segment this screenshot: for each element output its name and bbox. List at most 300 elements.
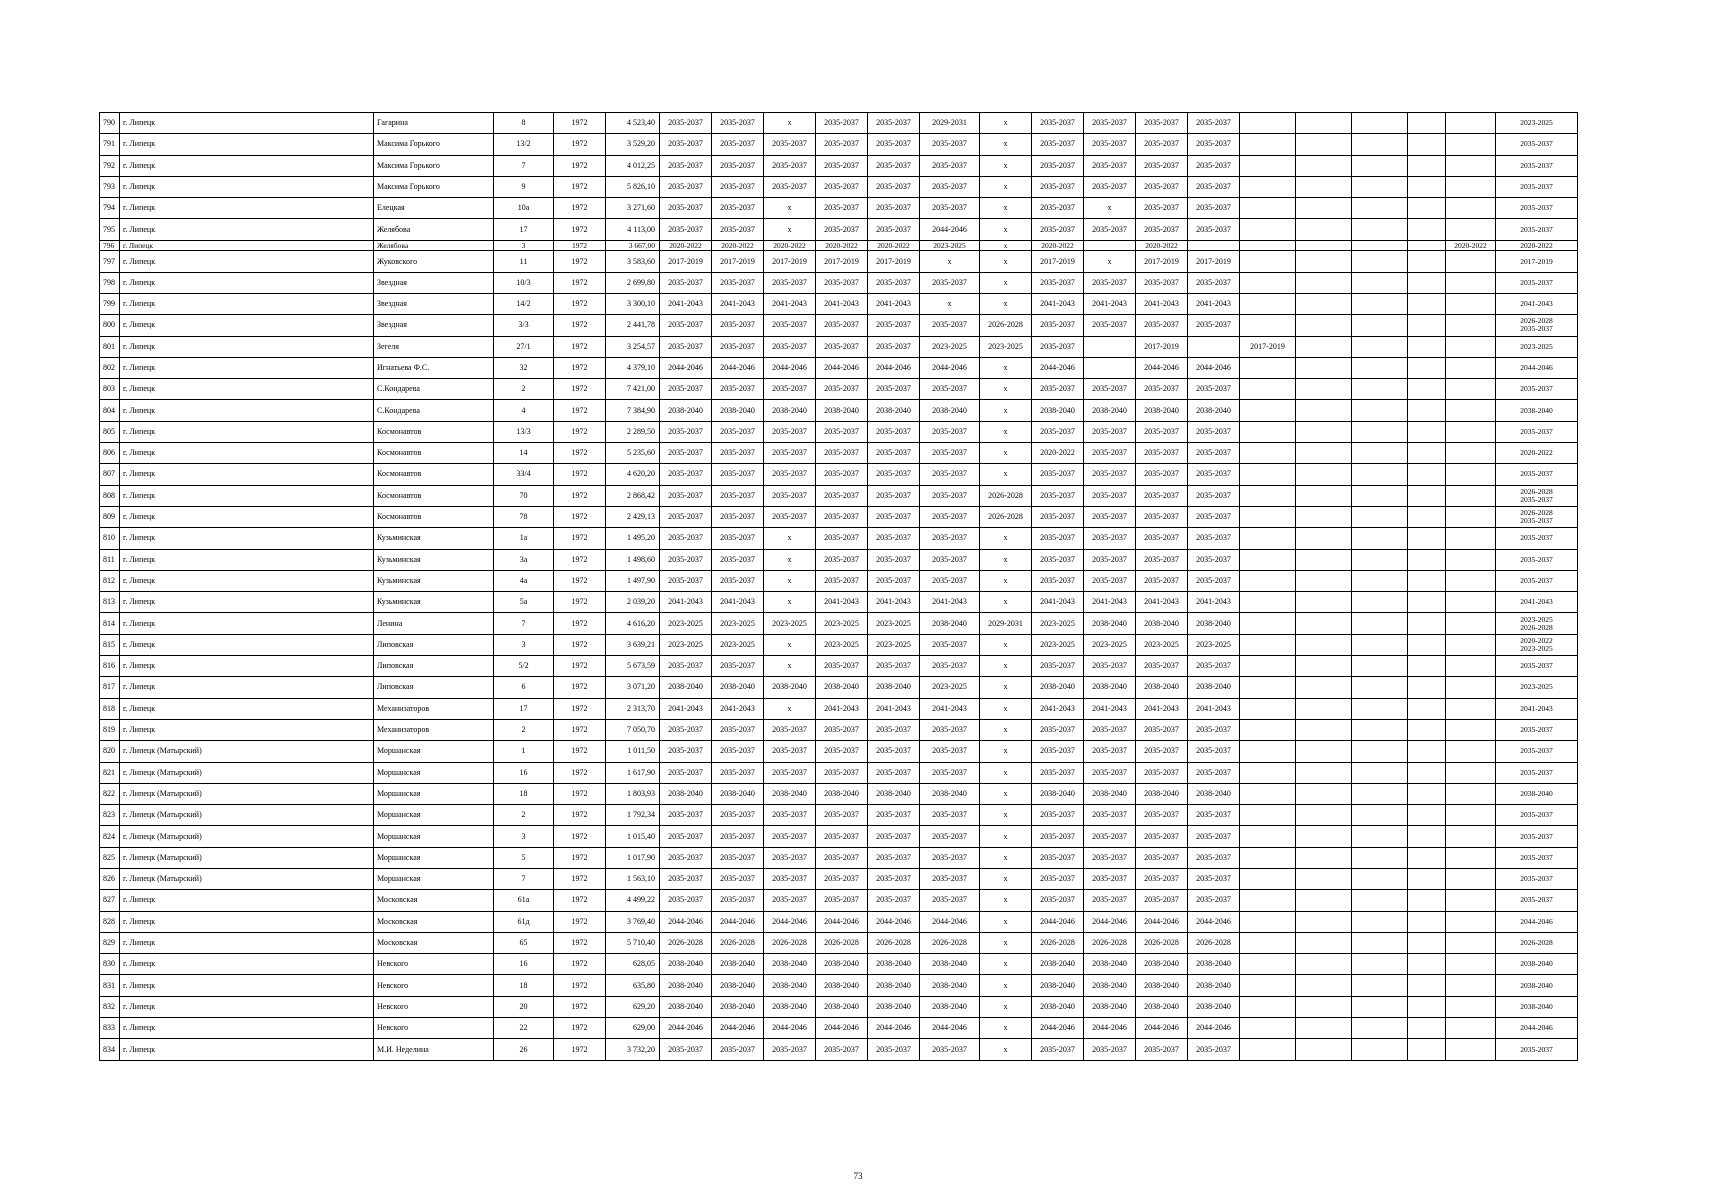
period-cell: 2041-2043 [1188, 293, 1240, 314]
period-cell [1408, 656, 1446, 677]
period-cell [1352, 656, 1408, 677]
final-period-cell [1496, 1039, 1578, 1060]
final-period-value: 2035-2037 [1520, 277, 1553, 287]
period-cell: 2035-2037 [1032, 421, 1084, 442]
period-cell: x [980, 592, 1032, 613]
street-cell: Кузьминская [374, 570, 494, 591]
period-cell: 2035-2037 [1188, 134, 1240, 155]
period-cell: 2035-2037 [1084, 155, 1136, 176]
period-cell: 2035-2037 [712, 198, 764, 219]
city-cell: г. Липецк (Матырский) [120, 741, 374, 762]
period-cell: 2038-2040 [712, 783, 764, 804]
period-cell: 2035-2037 [1136, 379, 1188, 400]
period-cell: 2044-2046 [712, 357, 764, 378]
period-cell: 2038-2040 [868, 975, 920, 996]
period-cell: 2035-2037 [660, 868, 712, 889]
period-cell: x [980, 198, 1032, 219]
period-cell: x [980, 783, 1032, 804]
year-cell: 1972 [554, 400, 606, 421]
period-cell [1240, 528, 1296, 549]
period-cell [1408, 592, 1446, 613]
period-cell: 2020-2022 [660, 240, 712, 251]
period-cell: 2041-2043 [660, 698, 712, 719]
period-cell: 2041-2043 [1032, 592, 1084, 613]
table-row [100, 315, 1578, 336]
period-cell: 2035-2037 [712, 336, 764, 357]
area-cell: 629,00 [606, 1018, 660, 1039]
period-cell [1352, 549, 1408, 570]
house-number-cell: 14/2 [494, 293, 554, 314]
row-number-cell: 814 [100, 613, 120, 634]
period-cell: 2035-2037 [1188, 549, 1240, 570]
period-cell: 2038-2040 [1084, 996, 1136, 1017]
street-cell: Желябова [374, 219, 494, 240]
period-cell: x [980, 570, 1032, 591]
street-cell: Невского [374, 996, 494, 1017]
area-cell: 3 300,10 [606, 293, 660, 314]
period-cell [1352, 954, 1408, 975]
row-number-cell: 821 [100, 762, 120, 783]
street-cell: Зегеля [374, 336, 494, 357]
city-cell: г. Липецк [120, 155, 374, 176]
period-cell: x [980, 634, 1032, 655]
period-cell: 2035-2037 [660, 379, 712, 400]
table-body [100, 113, 1578, 1061]
period-cell [1296, 783, 1352, 804]
house-number-cell: 16 [494, 954, 554, 975]
period-cell [1352, 613, 1408, 634]
period-cell: 2035-2037 [920, 134, 980, 155]
row-number-cell: 793 [100, 176, 120, 197]
period-cell: 2038-2040 [1032, 783, 1084, 804]
period-cell: 2035-2037 [1136, 134, 1188, 155]
period-cell: 2044-2046 [1136, 911, 1188, 932]
row-number-cell: 823 [100, 805, 120, 826]
period-cell: x [980, 443, 1032, 464]
row-number-cell: 810 [100, 528, 120, 549]
city-cell: г. Липецк [120, 613, 374, 634]
period-cell [1296, 293, 1352, 314]
period-cell [1296, 400, 1352, 421]
period-cell [1408, 400, 1446, 421]
final-period-value: 2035-2037 [1520, 725, 1553, 735]
period-cell: 2035-2037 [1188, 379, 1240, 400]
period-cell: 2035-2037 [1188, 719, 1240, 740]
period-cell: 2035-2037 [1084, 805, 1136, 826]
period-cell [1352, 698, 1408, 719]
city-cell: г. Липецк [120, 315, 374, 336]
table-row [100, 219, 1578, 240]
period-cell [1446, 592, 1496, 613]
final-period-cell [1496, 251, 1578, 272]
period-cell [1408, 677, 1446, 698]
area-cell: 3 583,60 [606, 251, 660, 272]
city-cell: г. Липецк [120, 1018, 374, 1039]
year-cell: 1972 [554, 805, 606, 826]
house-number-cell: 3 [494, 826, 554, 847]
year-cell: 1972 [554, 911, 606, 932]
period-cell: 2035-2037 [1084, 549, 1136, 570]
period-cell: x [764, 634, 816, 655]
street-cell: Звездная [374, 272, 494, 293]
row-number-cell: 815 [100, 634, 120, 655]
row-number-cell: 792 [100, 155, 120, 176]
period-cell [1408, 336, 1446, 357]
period-cell: 2041-2043 [1136, 592, 1188, 613]
period-cell: 2035-2037 [1032, 826, 1084, 847]
house-number-cell: 6 [494, 677, 554, 698]
period-cell: 2035-2037 [868, 1039, 920, 1060]
period-cell: 2044-2046 [920, 1018, 980, 1039]
street-cell: Московская [374, 932, 494, 953]
period-cell: 2035-2037 [1032, 506, 1084, 527]
period-cell: 2035-2037 [1032, 762, 1084, 783]
period-cell: 2023-2025 [660, 613, 712, 634]
table-row [100, 155, 1578, 176]
final-period-value: 2035-2037 [1520, 661, 1553, 671]
period-cell: 2035-2037 [920, 868, 980, 889]
house-number-cell: 13/2 [494, 134, 554, 155]
table-row [100, 176, 1578, 197]
year-cell: 1972 [554, 698, 606, 719]
street-cell: Жуковского [374, 251, 494, 272]
final-period-cell [1496, 315, 1578, 336]
period-cell [1446, 251, 1496, 272]
period-cell [1240, 826, 1296, 847]
period-cell [1446, 847, 1496, 868]
final-period-value: 2026-2028 [1520, 316, 1553, 326]
period-cell: 2035-2037 [1032, 336, 1084, 357]
period-cell [1408, 485, 1446, 506]
final-period-cell [1496, 570, 1578, 591]
period-cell: 2035-2037 [920, 176, 980, 197]
final-period-value: 2035-2037 [1520, 203, 1553, 213]
period-cell: 2035-2037 [868, 847, 920, 868]
period-cell: 2035-2037 [764, 379, 816, 400]
city-cell: г. Липецк (Матырский) [120, 783, 374, 804]
period-cell: x [980, 719, 1032, 740]
city-cell: г. Липецк [120, 570, 374, 591]
city-cell: г. Липецк [120, 485, 374, 506]
row-number-cell: 806 [100, 443, 120, 464]
period-cell [1352, 634, 1408, 655]
period-cell [1240, 155, 1296, 176]
period-cell: 2035-2037 [764, 847, 816, 868]
period-cell: 2038-2040 [660, 975, 712, 996]
period-cell [1446, 272, 1496, 293]
period-cell: 2035-2037 [660, 315, 712, 336]
period-cell [1240, 613, 1296, 634]
row-number-cell: 817 [100, 677, 120, 698]
period-cell [1352, 251, 1408, 272]
period-cell: 2035-2037 [1084, 379, 1136, 400]
table-row [100, 783, 1578, 804]
period-cell: 2035-2037 [1136, 113, 1188, 134]
period-cell [1296, 677, 1352, 698]
period-cell: 2035-2037 [1188, 113, 1240, 134]
period-cell [1408, 421, 1446, 442]
final-period-value-second: 2035-2037 [1520, 494, 1553, 504]
period-cell: 2041-2043 [1188, 592, 1240, 613]
period-cell [1296, 975, 1352, 996]
final-period-value: 2035-2037 [1520, 874, 1553, 884]
period-cell: 2038-2040 [868, 677, 920, 698]
final-period-value: 2038-2040 [1520, 980, 1553, 990]
year-cell: 1972 [554, 677, 606, 698]
table-row [100, 996, 1578, 1017]
year-cell: 1972 [554, 762, 606, 783]
period-cell [1408, 379, 1446, 400]
house-number-cell: 70 [494, 485, 554, 506]
year-cell: 1972 [554, 741, 606, 762]
period-cell: 2035-2037 [1084, 315, 1136, 336]
row-number-cell: 796 [100, 240, 120, 251]
period-cell: 2035-2037 [660, 134, 712, 155]
period-cell: 2038-2040 [1188, 954, 1240, 975]
period-cell [1408, 932, 1446, 953]
period-cell [1352, 677, 1408, 698]
period-cell: 2035-2037 [816, 176, 868, 197]
period-cell [1296, 528, 1352, 549]
table-row [100, 443, 1578, 464]
table-row [100, 847, 1578, 868]
period-cell: x [764, 198, 816, 219]
final-period-value: 2035-2037 [1520, 139, 1553, 149]
period-cell [1446, 805, 1496, 826]
final-period-cell [1496, 719, 1578, 740]
house-number-cell: 14 [494, 443, 554, 464]
period-cell: 2035-2037 [1084, 890, 1136, 911]
period-cell [1240, 443, 1296, 464]
period-cell [1296, 506, 1352, 527]
period-cell: 2041-2043 [816, 293, 868, 314]
period-cell: 2041-2043 [816, 592, 868, 613]
period-cell: 2035-2037 [712, 421, 764, 442]
period-cell: 2035-2037 [764, 826, 816, 847]
period-cell [1408, 357, 1446, 378]
period-cell: 2023-2025 [816, 613, 868, 634]
period-cell: 2035-2037 [1032, 155, 1084, 176]
period-cell: x [1084, 251, 1136, 272]
period-cell [1446, 656, 1496, 677]
period-cell [1240, 198, 1296, 219]
period-cell: 2041-2043 [1032, 698, 1084, 719]
period-cell: 2035-2037 [920, 421, 980, 442]
period-cell: 2041-2043 [1084, 293, 1136, 314]
period-cell: 2044-2046 [816, 1018, 868, 1039]
period-cell: 2038-2040 [1188, 677, 1240, 698]
period-cell [1240, 293, 1296, 314]
period-cell: 2035-2037 [712, 485, 764, 506]
period-cell: 2038-2040 [1188, 996, 1240, 1017]
table-row [100, 1039, 1578, 1060]
period-cell: 2035-2037 [1188, 443, 1240, 464]
period-cell [1240, 506, 1296, 527]
period-cell [1446, 506, 1496, 527]
period-cell: 2035-2037 [868, 113, 920, 134]
house-number-cell: 16 [494, 762, 554, 783]
final-period-value: 2035-2037 [1520, 575, 1553, 585]
area-cell: 4 616,20 [606, 613, 660, 634]
final-period-cell [1496, 911, 1578, 932]
year-cell: 1972 [554, 293, 606, 314]
period-cell [1296, 421, 1352, 442]
final-period-value: 2035-2037 [1520, 182, 1553, 192]
street-cell: Игнатьева Ф.С. [374, 357, 494, 378]
period-cell [1446, 570, 1496, 591]
period-cell: 2029-2031 [920, 113, 980, 134]
period-cell: 2035-2037 [868, 741, 920, 762]
table-row [100, 240, 1578, 251]
period-cell: 2035-2037 [868, 506, 920, 527]
house-number-cell: 1 [494, 741, 554, 762]
period-cell: 2035-2037 [1136, 272, 1188, 293]
final-period-value: 2035-2037 [1520, 1044, 1553, 1054]
street-cell: Моршанская [374, 847, 494, 868]
house-number-cell: 3 [494, 240, 554, 251]
period-cell [1240, 240, 1296, 251]
period-cell: 2041-2043 [1136, 293, 1188, 314]
city-cell: г. Липецк [120, 251, 374, 272]
period-cell: 2038-2040 [660, 954, 712, 975]
period-cell: 2041-2043 [1136, 698, 1188, 719]
period-cell: 2035-2037 [816, 868, 868, 889]
period-cell: 2035-2037 [1188, 762, 1240, 783]
period-cell [1446, 293, 1496, 314]
year-cell: 1972 [554, 890, 606, 911]
period-cell: 2035-2037 [712, 506, 764, 527]
final-period-cell [1496, 996, 1578, 1017]
period-cell: 2044-2046 [660, 357, 712, 378]
period-cell: 2035-2037 [660, 506, 712, 527]
period-cell [1240, 134, 1296, 155]
period-cell: 2035-2037 [868, 176, 920, 197]
period-cell: 2035-2037 [1084, 272, 1136, 293]
period-cell: 2035-2037 [868, 134, 920, 155]
period-cell: x [980, 400, 1032, 421]
period-cell [1408, 113, 1446, 134]
period-cell: 2041-2043 [1188, 698, 1240, 719]
period-cell: 2035-2037 [816, 762, 868, 783]
street-cell: Космонавтов [374, 485, 494, 506]
period-cell [1446, 826, 1496, 847]
area-cell: 7 421,00 [606, 379, 660, 400]
period-cell: 2017-2019 [764, 251, 816, 272]
period-cell: 2035-2037 [1032, 528, 1084, 549]
period-cell: x [980, 272, 1032, 293]
period-cell: 2044-2046 [660, 911, 712, 932]
period-cell [1352, 805, 1408, 826]
final-period-value: 2044-2046 [1520, 916, 1553, 926]
period-cell: 2044-2046 [868, 1018, 920, 1039]
period-cell: 2023-2025 [980, 336, 1032, 357]
period-cell: 2041-2043 [868, 592, 920, 613]
area-cell: 1 498,60 [606, 549, 660, 570]
period-cell: 2038-2040 [1032, 996, 1084, 1017]
area-cell: 5 235,60 [606, 443, 660, 464]
period-cell [1296, 826, 1352, 847]
period-cell: 2026-2028 [1084, 932, 1136, 953]
period-cell [1408, 741, 1446, 762]
period-cell: 2026-2028 [868, 932, 920, 953]
period-cell: 2035-2037 [816, 134, 868, 155]
period-cell: 2035-2037 [868, 379, 920, 400]
period-cell [1352, 134, 1408, 155]
period-cell [1296, 932, 1352, 953]
period-cell: 2035-2037 [816, 805, 868, 826]
row-number-cell: 813 [100, 592, 120, 613]
street-cell: Космонавтов [374, 464, 494, 485]
period-cell [1240, 954, 1296, 975]
period-cell: 2035-2037 [764, 1039, 816, 1060]
house-number-cell: 65 [494, 932, 554, 953]
period-cell [1296, 868, 1352, 889]
final-period-value: 2020-2022 [1520, 635, 1553, 645]
period-cell: 2044-2046 [1188, 911, 1240, 932]
period-cell: 2035-2037 [1084, 506, 1136, 527]
row-number-cell: 828 [100, 911, 120, 932]
city-cell: г. Липецк [120, 240, 374, 251]
period-cell: 2035-2037 [1188, 805, 1240, 826]
period-cell: 2026-2028 [980, 315, 1032, 336]
period-cell: 2023-2025 [712, 634, 764, 655]
period-cell: 2038-2040 [1136, 677, 1188, 698]
period-cell: 2038-2040 [1136, 783, 1188, 804]
period-cell [1352, 1018, 1408, 1039]
final-period-cell [1496, 805, 1578, 826]
period-cell: 2038-2040 [920, 783, 980, 804]
period-cell [1408, 251, 1446, 272]
period-cell: 2041-2043 [660, 592, 712, 613]
year-cell: 1972 [554, 219, 606, 240]
period-cell [1408, 570, 1446, 591]
period-cell: 2035-2037 [1032, 890, 1084, 911]
period-cell: x [980, 176, 1032, 197]
period-cell: 2038-2040 [816, 783, 868, 804]
period-cell [1296, 336, 1352, 357]
row-number-cell: 791 [100, 134, 120, 155]
period-cell [1352, 847, 1408, 868]
street-cell: Моршанская [374, 783, 494, 804]
period-cell: 2035-2037 [764, 134, 816, 155]
period-cell: 2035-2037 [1136, 155, 1188, 176]
city-cell: г. Липецк (Матырский) [120, 762, 374, 783]
period-cell [1296, 719, 1352, 740]
period-cell: 2041-2043 [712, 592, 764, 613]
period-cell [1352, 570, 1408, 591]
year-cell: 1972 [554, 592, 606, 613]
period-cell: 2035-2037 [1032, 134, 1084, 155]
table-row [100, 656, 1578, 677]
period-cell: 2035-2037 [660, 464, 712, 485]
street-cell: Липовская [374, 656, 494, 677]
row-number-cell: 831 [100, 975, 120, 996]
street-cell: Моршанская [374, 762, 494, 783]
final-period-cell [1496, 293, 1578, 314]
street-cell: Космонавтов [374, 443, 494, 464]
area-cell: 4 499,22 [606, 890, 660, 911]
period-cell [1446, 485, 1496, 506]
table-row [100, 1018, 1578, 1039]
row-number-cell: 834 [100, 1039, 120, 1060]
period-cell: 2020-2022 [764, 240, 816, 251]
period-cell: 2035-2037 [816, 826, 868, 847]
period-cell: x [980, 954, 1032, 975]
period-cell [1352, 719, 1408, 740]
period-cell: 2035-2037 [868, 219, 920, 240]
street-cell: Моршанская [374, 805, 494, 826]
period-cell: 2044-2046 [1032, 1018, 1084, 1039]
